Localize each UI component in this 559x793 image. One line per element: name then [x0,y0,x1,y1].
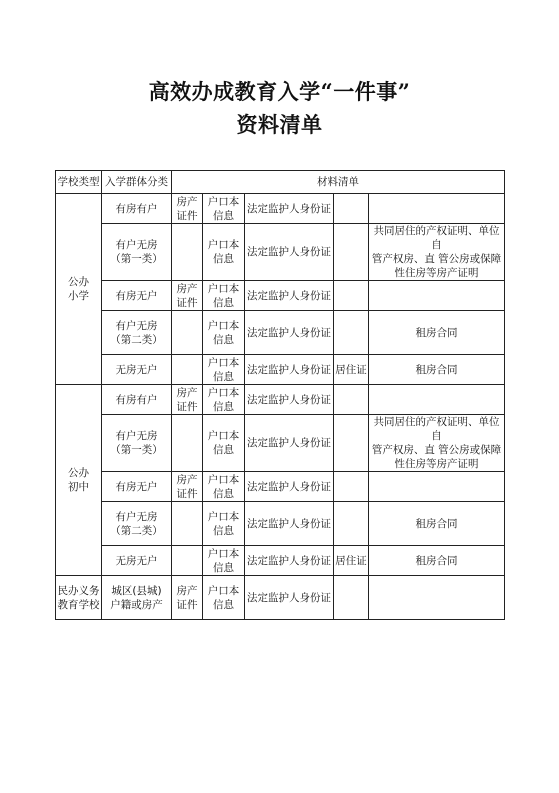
table-row [56,385,505,415]
group-cell [102,472,172,502]
guardian-id-cell: 法定监护人身份证 [245,472,334,502]
hukou-line: 信息 [213,487,234,500]
extra-materials-cell [369,472,505,502]
extra-materials-cell [369,385,505,415]
extra-material-line: 共同居住的产权证明、单位自 [373,225,500,251]
group-line: 有户无房 [115,239,158,251]
house-cert-cell [172,546,203,576]
hukou-cell [203,415,245,472]
hukou-cell [203,355,245,385]
residence-permit-cell [334,385,369,415]
hukou-line: 户口本 [207,510,240,523]
group-line: （第一类） [110,444,163,456]
page-subtitle: 资料清单 [236,112,323,137]
group-cell [102,224,172,281]
hukou-line: 信息 [213,209,234,222]
house-cert-cell [172,281,203,311]
table-header-row [56,171,505,194]
table-row [56,311,505,355]
hukou-line: 户口本 [207,356,240,369]
header-school-type: 学校类型 [56,171,102,194]
table-row [56,355,505,385]
school-type-line: 公办 [68,467,89,479]
extra-materials-cell [369,546,505,576]
school-type-cell [56,576,102,620]
school-type-cell [56,194,102,385]
extra-material-line: 性住房等房产证明 [394,458,479,470]
extra-materials-cell [369,281,505,311]
table-row [56,576,505,620]
group-line: 户籍或房产 [110,598,163,611]
residence-permit-cell: 居住证 [334,546,369,576]
hukou-line: 信息 [213,333,234,346]
header-materials: 材料清单 [172,171,505,194]
group-line: 有户无房 [115,430,158,442]
table-row [56,194,505,224]
hukou-cell [203,502,245,546]
guardian-id-cell: 法定监护人身份证 [245,385,334,415]
hukou-cell [203,224,245,281]
hukou-cell [203,472,245,502]
group-cell [102,281,172,311]
guardian-id-cell: 法定监护人身份证 [245,281,334,311]
residence-permit-cell [334,502,369,546]
school-type-line: 公办 [68,276,89,288]
group-cell [102,576,172,620]
residence-permit-cell [334,415,369,472]
hukou-line: 信息 [213,253,234,265]
hukou-line: 信息 [213,524,234,537]
house-cert-line: 证件 [176,487,198,500]
house-cert-cell [172,224,203,281]
table-row [56,472,505,502]
extra-material-line: 管产权房、直 管公房或保障 [371,253,502,265]
table-row [56,502,505,546]
school-type-line: 民办义务 [57,584,100,597]
group-line: 有户无房 [115,319,158,332]
table-row [56,415,505,472]
group-cell [102,415,172,472]
extra-materials-cell [369,415,505,472]
residence-permit-cell [334,576,369,620]
school-type-line: 教育学校 [57,598,100,611]
hukou-line: 户口本 [207,195,240,208]
house-cert-cell [172,576,203,620]
school-type-cell [56,385,102,576]
table-row [56,546,505,576]
group-line: 有房有户 [115,393,158,406]
group-cell [102,546,172,576]
extra-material-line: 性住房等房产证明 [394,267,479,279]
group-line: （第二类） [110,524,163,537]
hukou-line: 户口本 [207,547,240,560]
residence-permit-cell [334,281,369,311]
extra-materials-cell [369,224,505,281]
group-line: 无房无户 [115,554,158,567]
residence-permit-cell [334,311,369,355]
group-line: 有房无户 [115,289,158,302]
hukou-line: 户口本 [207,473,240,486]
extra-material-line: 租房合同 [415,554,458,567]
hukou-cell [203,311,245,355]
school-type-line: 初中 [68,481,89,493]
guardian-id-cell: 法定监护人身份证 [245,355,334,385]
house-cert-line: 证件 [176,209,198,222]
house-cert-cell [172,415,203,472]
header-group: 入学群体分类 [102,171,172,194]
residence-permit-cell: 居住证 [334,355,369,385]
hukou-line: 户口本 [207,319,240,332]
hukou-cell [203,385,245,415]
guardian-id-cell: 法定监护人身份证 [245,415,334,472]
guardian-id-cell: 法定监护人身份证 [245,224,334,281]
group-line: 有户无房 [115,510,158,523]
group-line: 有房有户 [115,202,158,215]
group-cell [102,502,172,546]
group-line: 有房无户 [115,480,158,493]
hukou-line: 信息 [213,598,234,611]
extra-materials-cell [369,194,505,224]
hukou-line: 信息 [213,400,234,413]
house-cert-cell [172,194,203,224]
house-cert-line: 房产 [176,195,198,208]
extra-material-line: 租房合同 [415,363,458,376]
house-cert-line: 证件 [176,296,198,309]
group-line: 无房无户 [115,363,158,376]
house-cert-line: 房产 [176,584,198,597]
table-row [56,281,505,311]
hukou-line: 信息 [213,561,234,574]
house-cert-line: 房产 [176,282,198,295]
house-cert-cell [172,472,203,502]
extra-material-line: 租房合同 [415,517,458,530]
extra-materials-cell [369,502,505,546]
hukou-cell [203,194,245,224]
group-line: （第一类） [110,253,163,265]
guardian-id-cell: 法定监护人身份证 [245,194,334,224]
hukou-line: 信息 [213,296,234,309]
school-type-line: 小学 [68,290,89,302]
house-cert-cell [172,311,203,355]
hukou-line: 户口本 [207,239,240,251]
extra-materials-cell [369,355,505,385]
group-line: 城区(县城) [111,584,162,597]
group-cell [102,385,172,415]
guardian-id-cell: 法定监护人身份证 [245,546,334,576]
house-cert-line: 证件 [176,400,198,413]
group-cell [102,194,172,224]
extra-materials-cell [369,576,505,620]
hukou-line: 信息 [213,444,234,456]
hukou-line: 户口本 [207,584,240,597]
hukou-line: 户口本 [207,430,240,442]
hukou-cell [203,546,245,576]
hukou-cell [203,281,245,311]
table-row [56,224,505,281]
guardian-id-cell: 法定监护人身份证 [245,502,334,546]
extra-materials-cell [369,311,505,355]
house-cert-cell [172,385,203,415]
extra-material-line: 管产权房、直 管公房或保障 [371,444,502,456]
materials-table [55,170,505,620]
residence-permit-cell [334,194,369,224]
guardian-id-cell: 法定监护人身份证 [245,311,334,355]
hukou-line: 户口本 [207,386,240,399]
group-cell [102,355,172,385]
house-cert-line: 房产 [176,473,198,486]
house-cert-line: 证件 [176,598,198,611]
extra-material-line: 共同居住的产权证明、单位自 [373,416,500,442]
hukou-line: 信息 [213,370,234,383]
extra-material-line: 租房合同 [415,326,458,339]
group-line: （第二类） [110,333,163,346]
page-title: 高效办成教育入学“一件事” [148,79,411,104]
house-cert-cell [172,355,203,385]
guardian-id-cell: 法定监护人身份证 [245,576,334,620]
hukou-cell [203,576,245,620]
residence-permit-cell [334,224,369,281]
group-cell [102,311,172,355]
house-cert-cell [172,502,203,546]
residence-permit-cell [334,472,369,502]
house-cert-line: 房产 [176,386,198,399]
hukou-line: 户口本 [207,282,240,295]
